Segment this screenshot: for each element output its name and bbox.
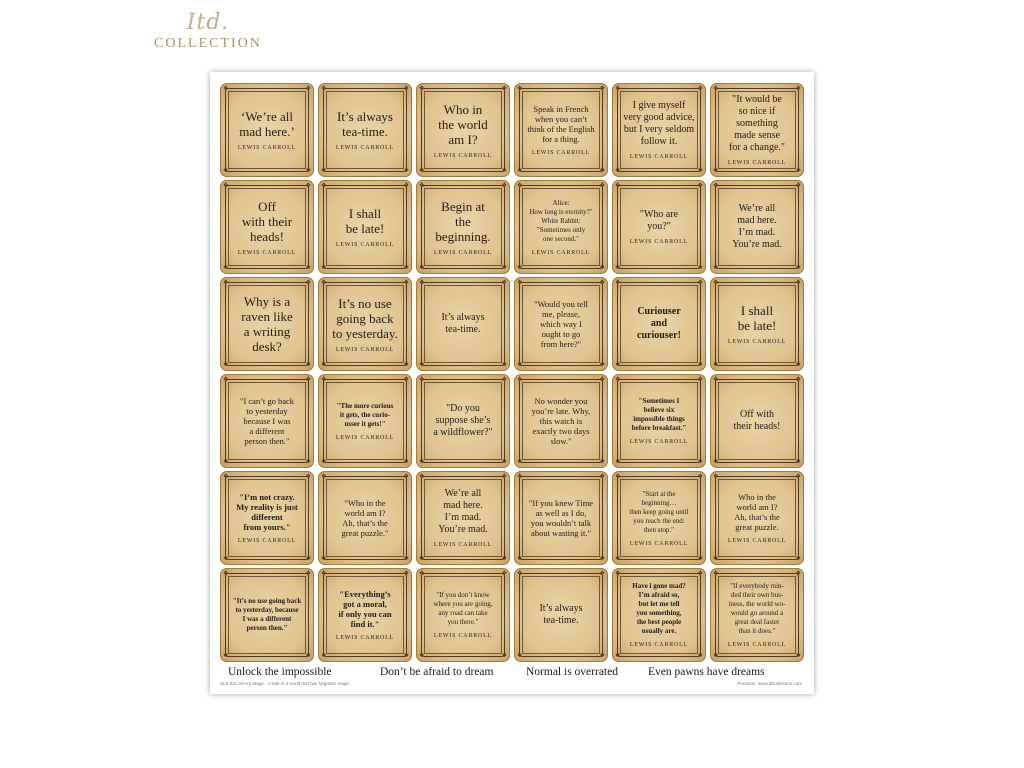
- frame-corner-ornament-icon: ❖: [713, 183, 719, 189]
- frame-corner-ornament-icon: ❖: [403, 474, 409, 480]
- tile-author: LEWIS CARROLL: [727, 160, 787, 166]
- frame-corner-ornament-icon: ❖: [517, 556, 523, 562]
- frame-corner-ornament-icon: ❖: [321, 377, 327, 383]
- tile-content: [229, 92, 305, 168]
- itd-collection-logo: [138, 10, 278, 62]
- frame-corner-ornament-icon: ❖: [795, 474, 801, 480]
- tile-quote: "I can’t go back to yesterday because I was a different person then.": [239, 396, 295, 446]
- frame-corner-ornament-icon: ❖: [713, 86, 719, 92]
- quote-tile: [318, 277, 412, 371]
- tile-content: [327, 480, 403, 556]
- frame-corner-ornament-icon: ❖: [615, 168, 621, 174]
- tile-quote: We’re all mad here. I’m mad. You’re mad.: [438, 488, 488, 535]
- frame-corner-ornament-icon: ❖: [599, 459, 605, 465]
- quote-tile: [514, 277, 608, 371]
- tile-content: [621, 383, 697, 459]
- tile-content: [425, 189, 501, 265]
- tile-author: LEWIS CARROLL: [335, 434, 395, 441]
- frame-corner-ornament-icon: ❖: [403, 183, 409, 189]
- tile-author: LEWIS CARROLL: [629, 439, 689, 445]
- tile-quote: Why is a raven like a writing desk?: [241, 294, 293, 354]
- tile-quote: We’re all mad here. I’m mad. You’re mad.: [732, 203, 782, 250]
- frame-corner-ornament-icon: ❖: [501, 474, 507, 480]
- frame-corner-ornament-icon: ❖: [713, 653, 719, 659]
- frame-corner-ornament-icon: ❖: [517, 653, 523, 659]
- decoupage-sheet: [210, 72, 814, 694]
- frame-corner-ornament-icon: ❖: [321, 183, 327, 189]
- quote-tile: [710, 374, 804, 468]
- quote-tile: [612, 471, 706, 565]
- tile-content: [327, 92, 403, 168]
- frame-corner-ornament-icon: ❖: [305, 474, 311, 480]
- tile-quote: "If you don’t know where you are going, any road can take you there.": [433, 591, 493, 626]
- tile-author: LEWIS CARROLL: [335, 145, 395, 151]
- frame-corner-ornament-icon: ❖: [305, 362, 311, 368]
- tile-content: [523, 92, 599, 168]
- frame-corner-ornament-icon: ❖: [615, 86, 621, 92]
- frame-corner-ornament-icon: ❖: [223, 86, 229, 92]
- frame-corner-ornament-icon: ❖: [599, 86, 605, 92]
- tile-author: LEWIS CARROLL: [727, 339, 787, 345]
- frame-corner-ornament-icon: ❖: [403, 377, 409, 383]
- tile-quote: It’s always tea-time.: [337, 109, 393, 139]
- frame-corner-ornament-icon: ❖: [419, 571, 425, 577]
- frame-corner-ornament-icon: ❖: [795, 556, 801, 562]
- tile-content: [327, 189, 403, 265]
- frame-corner-ornament-icon: ❖: [403, 571, 409, 577]
- frame-corner-ornament-icon: ❖: [713, 571, 719, 577]
- quote-tile: [612, 277, 706, 371]
- frame-corner-ornament-icon: ❖: [599, 183, 605, 189]
- quote-tile: [318, 83, 412, 177]
- tile-content: [719, 286, 795, 362]
- frame-corner-ornament-icon: ❖: [305, 168, 311, 174]
- tile-quote: "Would you tell me, please, which way I ought to go from here?": [534, 299, 588, 349]
- footer-phrase-4: Even pawns have dreams: [648, 666, 765, 678]
- frame-corner-ornament-icon: ❖: [795, 653, 801, 659]
- quote-tile: [416, 374, 510, 468]
- tile-quote: "It would be so nice if something made sense for a change.": [729, 94, 785, 153]
- quote-tile: [416, 471, 510, 565]
- product-note: SLS 041 Alice's Magic - A tale of a world that has forgotten magic: [220, 681, 350, 686]
- tile-author: LEWIS CARROLL: [629, 642, 689, 648]
- frame-corner-ornament-icon: ❖: [305, 459, 311, 465]
- frame-corner-ornament-icon: ❖: [501, 265, 507, 271]
- tile-quote: Who in the world am I? Ah, that’s the great puzzle.: [734, 492, 780, 532]
- frame-corner-ornament-icon: ❖: [321, 474, 327, 480]
- frame-corner-ornament-icon: ❖: [615, 280, 621, 286]
- quote-tile: [318, 471, 412, 565]
- tile-author: LEWIS CARROLL: [629, 540, 689, 547]
- tile-content: [425, 286, 501, 362]
- tile-quote: "Start at the beginning… then keep going until you reach the end: then stop.": [629, 489, 689, 534]
- logo-wordmark: COLLECTION: [154, 36, 262, 51]
- frame-corner-ornament-icon: ❖: [403, 280, 409, 286]
- frame-corner-ornament-icon: ❖: [697, 86, 703, 92]
- frame-corner-ornament-icon: ❖: [599, 571, 605, 577]
- frame-corner-ornament-icon: ❖: [403, 362, 409, 368]
- frame-corner-ornament-icon: ❖: [501, 653, 507, 659]
- frame-corner-ornament-icon: ❖: [795, 280, 801, 286]
- quote-tile: [612, 180, 706, 274]
- tile-content: [523, 189, 599, 265]
- tile-author: LEWIS CARROLL: [433, 249, 493, 256]
- frame-corner-ornament-icon: ❖: [713, 459, 719, 465]
- tile-quote: I shall be late!: [737, 303, 777, 333]
- quote-tile: [612, 83, 706, 177]
- frame-corner-ornament-icon: ❖: [697, 280, 703, 286]
- tile-quote: It’s always tea-time.: [441, 312, 485, 335]
- tile-content: [229, 189, 305, 265]
- tile-quote: "Sometimes I believe six impossible things before breakfast.": [631, 397, 687, 432]
- tile-author: LEWIS CARROLL: [629, 154, 689, 160]
- frame-corner-ornament-icon: ❖: [517, 571, 523, 577]
- quote-tile: [220, 83, 314, 177]
- frame-corner-ornament-icon: ❖: [305, 556, 311, 562]
- frame-corner-ornament-icon: ❖: [403, 653, 409, 659]
- frame-corner-ornament-icon: ❖: [403, 86, 409, 92]
- frame-corner-ornament-icon: ❖: [795, 571, 801, 577]
- tile-quote: ‘We’re all mad here.’: [239, 109, 295, 139]
- frame-corner-ornament-icon: ❖: [305, 571, 311, 577]
- frame-corner-ornament-icon: ❖: [419, 362, 425, 368]
- frame-corner-ornament-icon: ❖: [305, 86, 311, 92]
- tile-quote: I shall be late!: [345, 206, 385, 236]
- frame-corner-ornament-icon: ❖: [713, 556, 719, 562]
- quote-tile: [612, 568, 706, 662]
- quote-tile: [416, 277, 510, 371]
- footer-phrase-1: Unlock the impossible: [228, 666, 332, 678]
- frame-corner-ornament-icon: ❖: [403, 265, 409, 271]
- frame-corner-ornament-icon: ❖: [615, 571, 621, 577]
- frame-corner-ornament-icon: ❖: [697, 362, 703, 368]
- tile-content: [621, 480, 697, 556]
- frame-corner-ornament-icon: ❖: [419, 377, 425, 383]
- frame-corner-ornament-icon: ❖: [713, 280, 719, 286]
- tile-author: LEWIS CARROLL: [335, 635, 395, 641]
- tile-quote: "If you knew Time as well as I do, you wouldn’t talk about wasting it.": [528, 498, 594, 538]
- tile-content: [719, 480, 795, 556]
- frame-corner-ornament-icon: ❖: [599, 556, 605, 562]
- tile-quote: Curiouser and curiouser!: [637, 306, 681, 341]
- tile-content: [719, 189, 795, 265]
- frame-corner-ornament-icon: ❖: [321, 362, 327, 368]
- quote-tile: [416, 180, 510, 274]
- tile-quote: Alice: How long is eternity?" White Rabbit: "Sometimes only one second.": [529, 198, 593, 243]
- quote-tile: [318, 568, 412, 662]
- frame-corner-ornament-icon: ❖: [419, 280, 425, 286]
- frame-corner-ornament-icon: ❖: [713, 474, 719, 480]
- tile-content: [327, 383, 403, 459]
- tile-author: LEWIS CARROLL: [433, 152, 493, 159]
- frame-corner-ornament-icon: ❖: [713, 377, 719, 383]
- tile-author: LEWIS CARROLL: [237, 249, 297, 256]
- tile-quote: Have i gone mad? I’m afraid so, but let me tell you something, the best people usually are.: [632, 582, 686, 635]
- frame-corner-ornament-icon: ❖: [321, 459, 327, 465]
- tile-author: LEWIS CARROLL: [531, 249, 591, 256]
- frame-corner-ornament-icon: ❖: [419, 653, 425, 659]
- frame-corner-ornament-icon: ❖: [403, 459, 409, 465]
- tile-content: [229, 577, 305, 653]
- quote-tile: [220, 180, 314, 274]
- frame-corner-ornament-icon: ❖: [223, 280, 229, 286]
- quote-tile: [710, 83, 804, 177]
- frame-corner-ornament-icon: ❖: [501, 86, 507, 92]
- tile-content: [425, 92, 501, 168]
- frame-corner-ornament-icon: ❖: [599, 280, 605, 286]
- frame-corner-ornament-icon: ❖: [501, 183, 507, 189]
- tile-content: [229, 383, 305, 459]
- tile-author: LEWIS CARROLL: [629, 239, 689, 245]
- frame-corner-ornament-icon: ❖: [615, 377, 621, 383]
- frame-corner-ornament-icon: ❖: [305, 653, 311, 659]
- quote-tile: [710, 277, 804, 371]
- frame-corner-ornament-icon: ❖: [305, 377, 311, 383]
- frame-corner-ornament-icon: ❖: [501, 168, 507, 174]
- tile-author: LEWIS CARROLL: [727, 538, 787, 544]
- frame-corner-ornament-icon: ❖: [321, 280, 327, 286]
- frame-corner-ornament-icon: ❖: [697, 265, 703, 271]
- frame-corner-ornament-icon: ❖: [223, 653, 229, 659]
- tile-content: [523, 286, 599, 362]
- tile-content: [719, 383, 795, 459]
- quote-tile: [220, 568, 314, 662]
- quote-tile: [514, 374, 608, 468]
- quote-tile: [514, 471, 608, 565]
- logo-script-text: Itd.: [186, 10, 230, 35]
- quote-tile: [318, 180, 412, 274]
- frame-corner-ornament-icon: ❖: [697, 377, 703, 383]
- frame-corner-ornament-icon: ❖: [713, 168, 719, 174]
- frame-corner-ornament-icon: ❖: [615, 474, 621, 480]
- quote-tile: [220, 471, 314, 565]
- tile-content: [621, 577, 697, 653]
- frame-corner-ornament-icon: ❖: [615, 556, 621, 562]
- tile-quote: "It’s no use going back to yesterday, because I was a different person then.": [232, 597, 302, 632]
- frame-corner-ornament-icon: ❖: [795, 362, 801, 368]
- frame-corner-ornament-icon: ❖: [223, 377, 229, 383]
- frame-corner-ornament-icon: ❖: [419, 183, 425, 189]
- producer-note: Producer: www.itdcollection.com: [737, 681, 802, 686]
- tile-quote: "Do you suppose she’s a wildflower?": [433, 403, 493, 438]
- frame-corner-ornament-icon: ❖: [795, 265, 801, 271]
- frame-corner-ornament-icon: ❖: [599, 265, 605, 271]
- quote-tile: [416, 568, 510, 662]
- frame-corner-ornament-icon: ❖: [517, 474, 523, 480]
- frame-corner-ornament-icon: ❖: [419, 556, 425, 562]
- frame-corner-ornament-icon: ❖: [403, 168, 409, 174]
- tile-content: [719, 92, 795, 168]
- frame-corner-ornament-icon: ❖: [517, 362, 523, 368]
- frame-corner-ornament-icon: ❖: [713, 362, 719, 368]
- frame-corner-ornament-icon: ❖: [305, 280, 311, 286]
- frame-corner-ornament-icon: ❖: [517, 183, 523, 189]
- tile-quote: Speak in French when you can’t think of the English for a thing.: [527, 104, 595, 144]
- tile-content: [327, 577, 403, 653]
- frame-corner-ornament-icon: ❖: [517, 168, 523, 174]
- tile-quote: Who in the world am I?: [438, 101, 488, 147]
- frame-corner-ornament-icon: ❖: [223, 265, 229, 271]
- tile-content: [621, 286, 697, 362]
- tile-content: [425, 480, 501, 556]
- tile-quote: Off with their heads!: [241, 198, 293, 244]
- quote-tile: [514, 568, 608, 662]
- tile-content: [425, 383, 501, 459]
- frame-corner-ornament-icon: ❖: [599, 474, 605, 480]
- frame-corner-ornament-icon: ❖: [517, 377, 523, 383]
- tile-author: LEWIS CARROLL: [237, 538, 297, 544]
- tile-content: [229, 286, 305, 362]
- frame-corner-ornament-icon: ❖: [321, 86, 327, 92]
- frame-corner-ornament-icon: ❖: [223, 168, 229, 174]
- footer-phrase-3: Normal is overrated: [526, 666, 618, 678]
- tile-quote: "If everybody min- ded their own bus- iness, the world wo- would go around a great deal faster than it does.": [728, 582, 786, 635]
- tile-quote: "Everything’s got a moral, if only you can find it.": [338, 589, 392, 629]
- tile-content: [229, 480, 305, 556]
- tile-author: LEWIS CARROLL: [433, 633, 493, 639]
- frame-corner-ornament-icon: ❖: [321, 265, 327, 271]
- frame-corner-ornament-icon: ❖: [599, 653, 605, 659]
- frame-corner-ornament-icon: ❖: [697, 571, 703, 577]
- tile-author: LEWIS CARROLL: [531, 150, 591, 156]
- frame-corner-ornament-icon: ❖: [599, 168, 605, 174]
- frame-corner-ornament-icon: ❖: [615, 459, 621, 465]
- frame-corner-ornament-icon: ❖: [223, 183, 229, 189]
- tile-content: [523, 383, 599, 459]
- frame-corner-ornament-icon: ❖: [615, 183, 621, 189]
- frame-corner-ornament-icon: ❖: [419, 86, 425, 92]
- tile-author: LEWIS CARROLL: [237, 145, 297, 151]
- tile-author: LEWIS CARROLL: [727, 642, 787, 648]
- frame-corner-ornament-icon: ❖: [795, 168, 801, 174]
- frame-corner-ornament-icon: ❖: [517, 459, 523, 465]
- tile-quote: "I’m not crazy. My reality is just different from yours.": [236, 492, 298, 532]
- quote-tile: [710, 471, 804, 565]
- frame-corner-ornament-icon: ❖: [697, 183, 703, 189]
- frame-corner-ornament-icon: ❖: [615, 265, 621, 271]
- tile-quote: It’s no use going back to yesterday.: [332, 295, 398, 341]
- tile-quote: Off with their heads!: [733, 409, 781, 432]
- frame-corner-ornament-icon: ❖: [501, 377, 507, 383]
- frame-corner-ornament-icon: ❖: [223, 556, 229, 562]
- tile-content: [621, 189, 697, 265]
- tile-quote: "The more curious it gets, the curio- usser it gets!": [336, 401, 394, 428]
- frame-corner-ornament-icon: ❖: [697, 168, 703, 174]
- frame-corner-ornament-icon: ❖: [223, 474, 229, 480]
- quote-tile: [612, 374, 706, 468]
- tile-content: [719, 577, 795, 653]
- frame-corner-ornament-icon: ❖: [223, 362, 229, 368]
- frame-corner-ornament-icon: ❖: [697, 556, 703, 562]
- frame-corner-ornament-icon: ❖: [321, 571, 327, 577]
- quote-tile: [220, 277, 314, 371]
- frame-corner-ornament-icon: ❖: [419, 168, 425, 174]
- frame-corner-ornament-icon: ❖: [305, 265, 311, 271]
- frame-corner-ornament-icon: ❖: [615, 362, 621, 368]
- tile-content: [425, 577, 501, 653]
- frame-corner-ornament-icon: ❖: [501, 556, 507, 562]
- frame-corner-ornament-icon: ❖: [713, 265, 719, 271]
- footer-phrase-2: Don’t be afraid to dream: [380, 666, 494, 678]
- quote-tile: [514, 83, 608, 177]
- tile-quote: Begin at the beginning.: [435, 198, 491, 244]
- tile-quote: "Who are you?": [639, 209, 679, 232]
- quote-tile: [710, 568, 804, 662]
- frame-corner-ornament-icon: ❖: [419, 265, 425, 271]
- frame-corner-ornament-icon: ❖: [501, 459, 507, 465]
- quote-tile: [514, 180, 608, 274]
- frame-corner-ornament-icon: ❖: [599, 377, 605, 383]
- frame-corner-ornament-icon: ❖: [795, 86, 801, 92]
- frame-corner-ornament-icon: ❖: [517, 86, 523, 92]
- frame-corner-ornament-icon: ❖: [223, 459, 229, 465]
- quote-tile: [318, 374, 412, 468]
- tile-author: LEWIS CARROLL: [433, 542, 493, 548]
- frame-corner-ornament-icon: ❖: [501, 362, 507, 368]
- tile-quote: It’s always tea-time.: [539, 603, 583, 626]
- frame-corner-ornament-icon: ❖: [223, 571, 229, 577]
- frame-corner-ornament-icon: ❖: [419, 459, 425, 465]
- tile-content: [621, 92, 697, 168]
- frame-corner-ornament-icon: ❖: [321, 168, 327, 174]
- footer-phrases: [210, 666, 814, 682]
- tile-content: [523, 480, 599, 556]
- frame-corner-ornament-icon: ❖: [305, 183, 311, 189]
- quote-tile: [710, 180, 804, 274]
- frame-corner-ornament-icon: ❖: [321, 556, 327, 562]
- frame-corner-ornament-icon: ❖: [795, 459, 801, 465]
- frame-corner-ornament-icon: ❖: [419, 474, 425, 480]
- frame-corner-ornament-icon: ❖: [599, 362, 605, 368]
- tile-quote: No wonder you you’re late. Why, this watch is exactly two days slow.": [531, 396, 591, 446]
- tile-quote: I give myself very good advice, but I very seldom follow it.: [623, 100, 695, 147]
- tile-author: LEWIS CARROLL: [335, 346, 395, 353]
- tile-content: [327, 286, 403, 362]
- frame-corner-ornament-icon: ❖: [615, 653, 621, 659]
- frame-corner-ornament-icon: ❖: [697, 459, 703, 465]
- quote-tile: [416, 83, 510, 177]
- frame-corner-ornament-icon: ❖: [697, 653, 703, 659]
- tile-content: [523, 577, 599, 653]
- frame-corner-ornament-icon: ❖: [697, 474, 703, 480]
- frame-corner-ornament-icon: ❖: [795, 183, 801, 189]
- frame-corner-ornament-icon: ❖: [795, 377, 801, 383]
- tile-quote: "Who in the world am I? Ah, that’s the great puzzle.": [341, 498, 389, 538]
- frame-corner-ornament-icon: ❖: [501, 280, 507, 286]
- frame-corner-ornament-icon: ❖: [517, 280, 523, 286]
- frame-corner-ornament-icon: ❖: [517, 265, 523, 271]
- frame-corner-ornament-icon: ❖: [321, 653, 327, 659]
- frame-corner-ornament-icon: ❖: [501, 571, 507, 577]
- quote-tile: [220, 374, 314, 468]
- tile-author: LEWIS CARROLL: [335, 242, 395, 248]
- frame-corner-ornament-icon: ❖: [403, 556, 409, 562]
